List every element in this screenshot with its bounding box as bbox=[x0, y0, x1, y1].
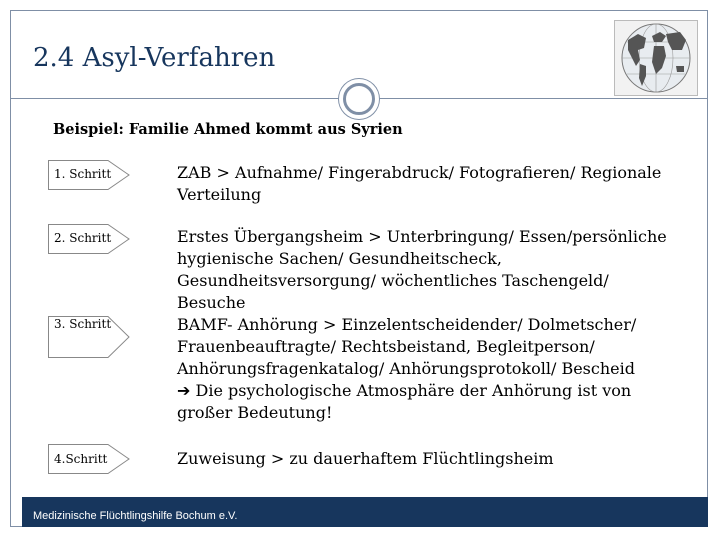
step-3-label: 3. Schritt bbox=[54, 317, 112, 331]
step-1-text: ZAB > Aufnahme/ Fingerabdruck/ Fotografieren/ Regionale Verteilung bbox=[177, 163, 662, 204]
world-map-globe-icon bbox=[614, 20, 698, 96]
slide-title: 2.4 Asyl-Verfahren bbox=[33, 43, 276, 73]
step-3-text bbox=[177, 314, 677, 424]
right-arrow-icon: ➔ bbox=[177, 381, 191, 400]
step-4-text: Zuweisung > zu dauerhaftem Flüchtlingsheim bbox=[177, 449, 554, 468]
step-1-label: 1. Schritt bbox=[54, 167, 112, 181]
slide-subtitle: Beispiel: Familie Ahmed kommt aus Syrien bbox=[53, 121, 403, 138]
divider-ring-ornament bbox=[339, 79, 379, 119]
step-3-main-text: BAMF- Anhörung > Einzelentscheidender/ Dolmetscher/ Frauenbeauftragte/ Rechtsbeistand, Begleitperson/ Anhörungsfragenkatalog/ Anhörungsprotokoll/ Bescheid bbox=[177, 315, 637, 378]
step-2-text: Erstes Übergangsheim > Unterbringung/ Essen/persönliche hygienische Sachen/ Gesundheitscheck, Gesundheitsversorgung/ wöchentliches Taschengeld/ Besuche bbox=[177, 227, 667, 312]
step-3-note: Die psychologische Atmosphäre der Anhörung ist von großer Bedeutung! bbox=[177, 381, 632, 422]
step-2-label: 2. Schritt bbox=[54, 231, 112, 245]
footer-text: Medizinische Flüchtlingshilfe Bochum e.V. bbox=[33, 510, 238, 522]
step-4-label: 4.Schritt bbox=[54, 452, 108, 466]
